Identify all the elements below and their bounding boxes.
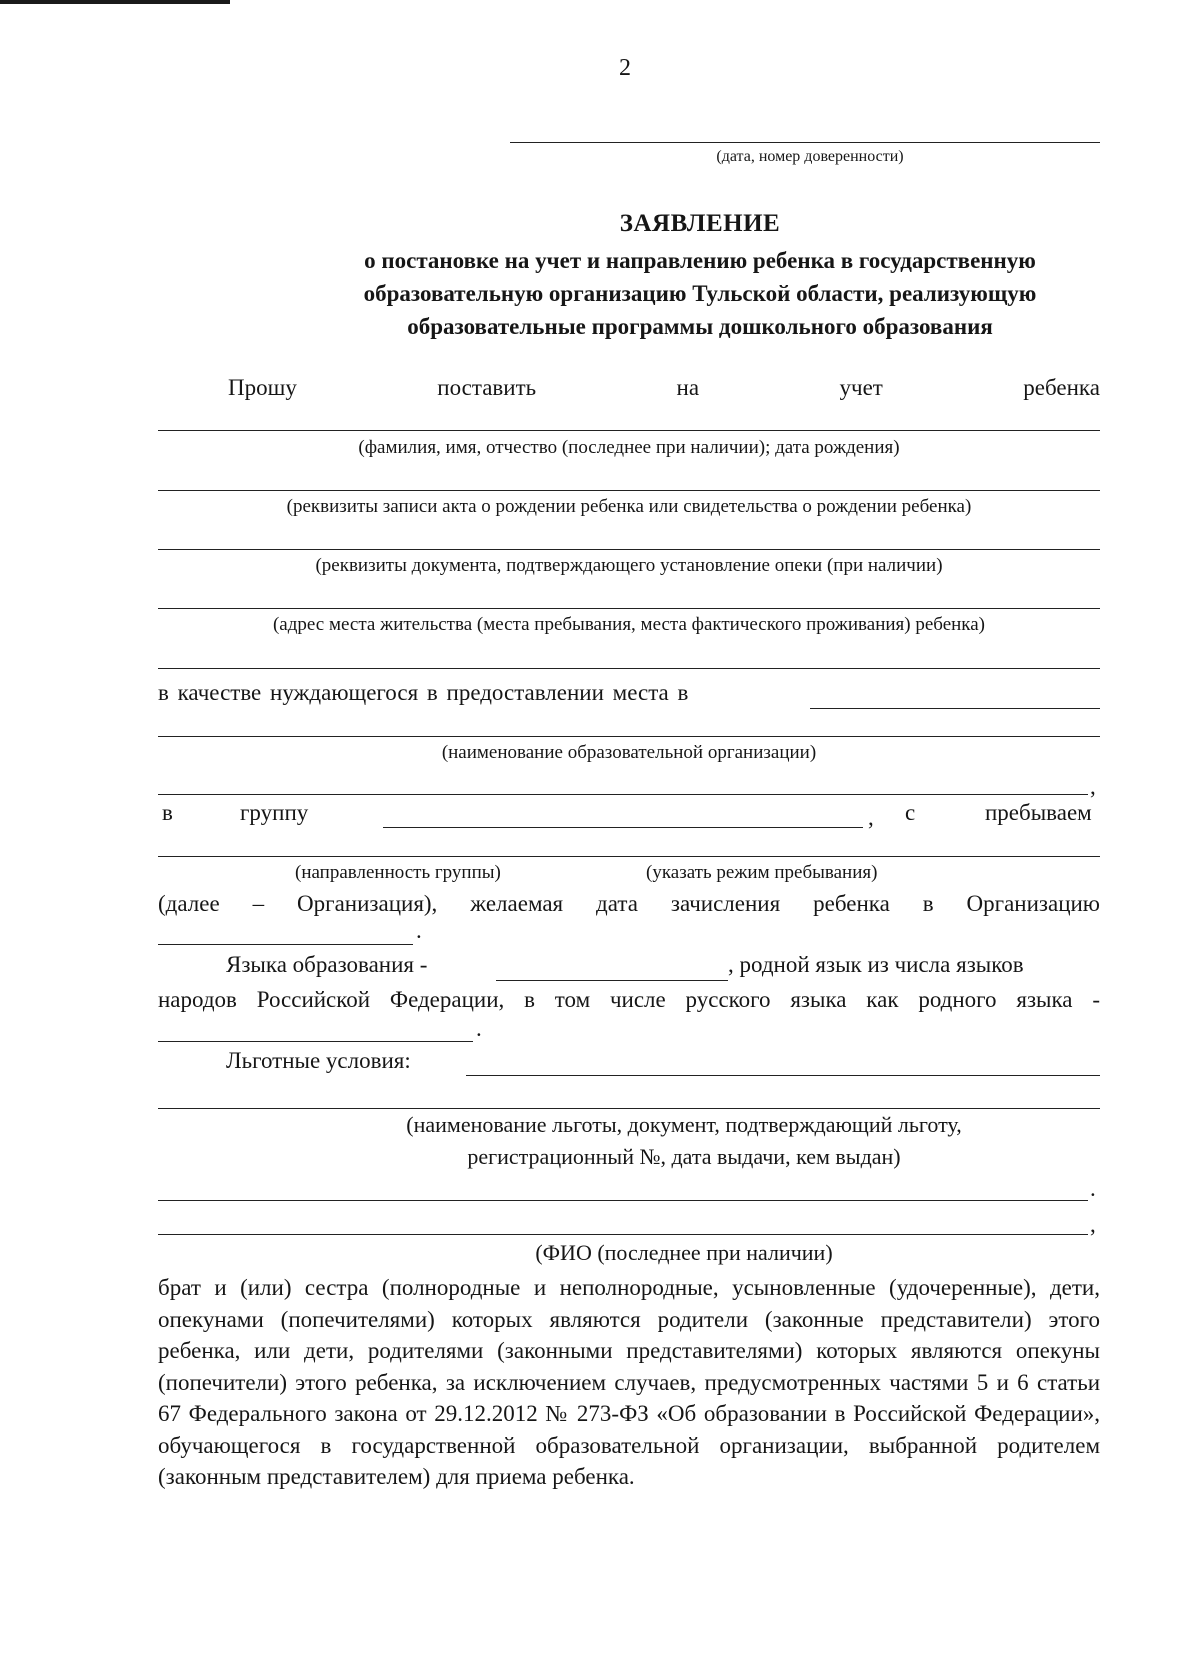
- sibling-paragraph: брат и (или) сестра (полнородные и неполнородные, усыновленные (удочеренные), дети, опекунами (попечителями) которых являются родители (законные представители) этого ребенка, или дети, родителями (законными представителями) которых являются опекуны (попечители) этого ребенка, за исключением случаев, предусмотренных частями 5 и 6 статьи 67 Федерального закона от 29.12.2012 № 273-ФЗ «Об образовании в Российской Федерации», обучающегося в государственной образовательной организации, выбранной родителем (законным представителем) для приема ребенка.: [158, 1275, 1100, 1489]
- request-row: [228, 375, 1100, 401]
- request-word: Прошу: [228, 375, 297, 400]
- organization-continuation-line: [158, 794, 1088, 795]
- comma-mark: ,: [1090, 774, 1096, 799]
- comma-mark: ,: [1090, 1212, 1096, 1237]
- period-mark: .: [1090, 1176, 1096, 1201]
- birth-record-line: [158, 490, 1100, 491]
- page-number: 2: [619, 55, 631, 81]
- address-caption: (адрес места жительства (места пребывания, места фактического проживания) ребенка): [272, 614, 986, 635]
- benefit-caption-1: (наименование льготы, документ, подтверждающий льготу,: [406, 1112, 962, 1137]
- sibling-name-caption: (ФИО (последнее при наличии): [535, 1240, 833, 1265]
- address-line: [158, 608, 1100, 609]
- request-word: поставить: [437, 375, 537, 400]
- sibling-name-line: [158, 1234, 1088, 1235]
- proxy-field-line: [510, 142, 1100, 143]
- language-field-line: [496, 980, 728, 981]
- group-word-in: в: [162, 800, 173, 825]
- group-comma: ,: [868, 805, 874, 830]
- group-focus-caption: (направленность группы): [295, 862, 501, 883]
- document-title: ЗАЯВЛЕНИЕ: [619, 210, 781, 237]
- proxy-caption: (дата, номер доверенности): [716, 148, 904, 165]
- group-word-stay: пребываем: [985, 800, 1092, 825]
- birth-record-caption: (реквизиты записи акта о рождении ребенка или свидетельства о рождении ребенка): [286, 496, 972, 517]
- stay-mode-line: [158, 856, 1100, 857]
- group-word-with: с: [905, 800, 916, 825]
- request-word: учет: [839, 375, 883, 400]
- organization-field-line: [810, 708, 1100, 709]
- need-place-text: в качестве нуждающегося в предоставлении места в: [158, 680, 689, 705]
- group-field-line: [383, 827, 863, 828]
- request-word: ребенка: [1023, 375, 1100, 400]
- benefits-line-2: [158, 1108, 1100, 1109]
- child-name-line: [158, 430, 1100, 431]
- language-label: Языка образования -: [226, 952, 428, 977]
- period-mark: .: [416, 918, 422, 943]
- benefits-line-3: [158, 1200, 1088, 1201]
- native-language-line: [158, 1041, 473, 1042]
- language-rest: , родной язык из числа языков: [728, 952, 1024, 977]
- title-line-2: образовательную организацию Тульской области, реализующую: [363, 281, 1037, 306]
- guardianship-caption: (реквизиты документа, подтверждающего установление опеки (при наличии): [315, 555, 943, 576]
- benefit-caption-2: регистрационный №, дата выдачи, кем выдан): [467, 1144, 901, 1169]
- stay-mode-caption: (указать режим пребывания): [646, 862, 878, 883]
- desired-date-line: [158, 944, 413, 945]
- group-word-group: группу: [240, 800, 309, 825]
- organization-caption: (наименование образовательной организации): [441, 742, 817, 763]
- address-continuation-line: [158, 668, 1100, 669]
- request-word: на: [676, 375, 700, 400]
- language-line-2: народов Российской Федерации, в том числе русского языка как родного языка -: [158, 987, 1100, 1012]
- period-mark: .: [476, 1016, 482, 1041]
- scan-edge-mark: [0, 0, 230, 4]
- child-name-caption: (фамилия, имя, отчество (последнее при наличии); дата рождения): [358, 437, 900, 458]
- benefits-label: Льготные условия:: [226, 1048, 411, 1073]
- title-line-1: о постановке на учет и направлению ребенка в государственную: [364, 248, 1036, 273]
- title-line-3: образовательные программы дошкольного образования: [407, 314, 993, 339]
- guardianship-line: [158, 549, 1100, 550]
- organization-line: [158, 736, 1100, 737]
- desired-date-text: (далее – Организация), желаемая дата зачисления ребенка в Организацию: [158, 891, 1100, 916]
- benefits-field-line: [466, 1075, 1100, 1076]
